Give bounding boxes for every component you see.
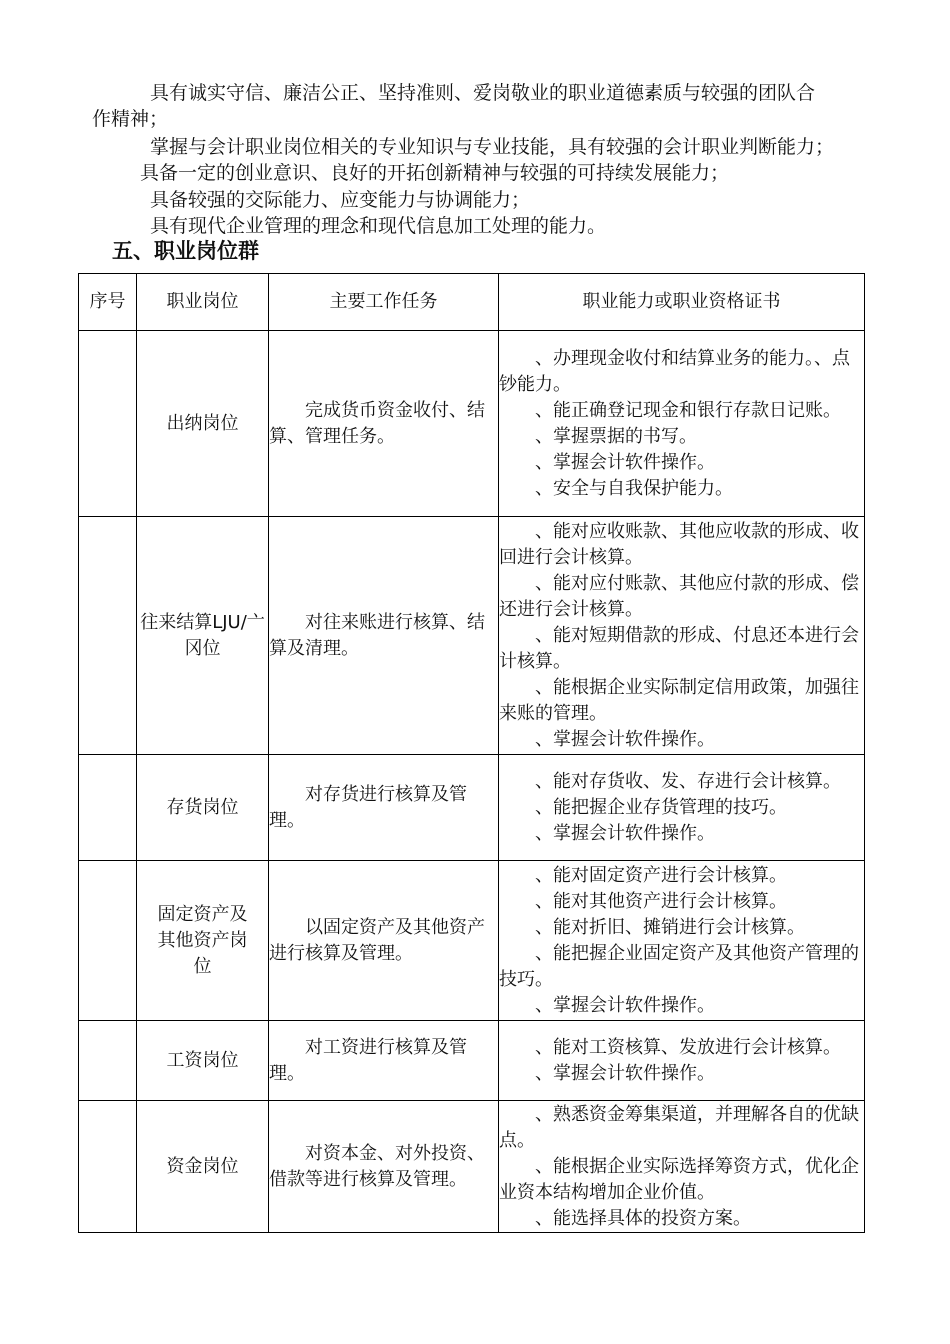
- intro-paragraph-1a: 具有诚实守信、廉洁公正、坚持准则、爱岗敬业的职业道德素质与较强的团队合: [150, 82, 816, 104]
- capability-cell: [499, 755, 865, 861]
- row-number-cell: [79, 1021, 137, 1101]
- capability-item: 、能正确登记现金和银行存款日记账。: [535, 399, 841, 421]
- capability-cell: [499, 517, 865, 755]
- table-row: [79, 1101, 865, 1233]
- capability-item: 、能选择具体的投资方案。: [535, 1207, 751, 1229]
- row-number-cell: [79, 331, 137, 517]
- row-number-cell: [79, 861, 137, 1021]
- table-row: [79, 517, 865, 755]
- capability-cell: [499, 1021, 865, 1101]
- capability-item: 、能对应收账款、其他应收款的形成、收回进行会计核算。: [499, 520, 859, 568]
- capability-item: 、能根据企业实际制定信用政策，加强往来账的管理。: [499, 676, 859, 724]
- row-number-cell: [79, 517, 137, 755]
- capability-item: 、安全与自我保护能力。: [535, 477, 733, 499]
- capability-cell: [499, 1101, 865, 1233]
- capability-item: 、掌握会计软件操作。: [535, 451, 715, 473]
- capability-item: 、能对工资核算、发放进行会计核算。: [535, 1036, 841, 1058]
- section-title: 五、职业岗位群: [112, 239, 259, 263]
- table-row: [79, 861, 865, 1021]
- position-cell: 存货岗位: [137, 755, 269, 861]
- capability-item: 、掌握会计软件操作。: [535, 994, 715, 1016]
- intro-paragraph-2: 掌握与会计职业岗位相关的专业知识与专业技能，具有较强的会计职业判断能力；: [150, 136, 835, 158]
- capability-item: 、掌握票据的书写。: [535, 425, 697, 447]
- position-cell: 工资岗位: [137, 1021, 269, 1101]
- position-cell: 出纳岗位: [137, 331, 269, 517]
- main-task-cell: 对存货进行核算及管理。: [269, 755, 499, 861]
- capability-item: 、能把握企业固定资产及其他资产管理的技巧。: [499, 942, 859, 990]
- capability-item: 、掌握会计软件操作。: [535, 728, 715, 750]
- capability-item: 、掌握会计软件操作。: [535, 822, 715, 844]
- capability-item: 、熟悉资金筹集渠道，并理解各自的优缺点。: [499, 1103, 859, 1151]
- position-cell: 固定资产及其他资产岗位: [137, 861, 269, 1021]
- main-task-cell: 对资本金、对外投资、借款等进行核算及管理。: [269, 1101, 499, 1233]
- table-row: [79, 755, 865, 861]
- capability-item: 、能根据企业实际选择筹资方式，优化企业资本结构增加企业价值。: [499, 1155, 859, 1203]
- intro-paragraph-1b: 作精神；: [92, 108, 169, 130]
- row-number-cell: [79, 1101, 137, 1233]
- main-task-cell: 对往来账进行核算、结算及清理。: [269, 517, 499, 755]
- capability-cell: [499, 861, 865, 1021]
- job-positions-table: [78, 273, 865, 1233]
- header-number: 序号: [79, 274, 137, 331]
- main-task-cell: 以固定资产及其他资产进行核算及管理。: [269, 861, 499, 1021]
- capability-item: 、能对其他资产进行会计核算。: [535, 890, 787, 912]
- main-task-cell: 对工资进行核算及管理。: [269, 1021, 499, 1101]
- intro-paragraph-5: 具有现代企业管理的理念和现代信息加工处理的能力。: [150, 215, 607, 237]
- intro-paragraph-3: 具备一定的创业意识、良好的开拓创新精神与较强的可持续发展能力；: [140, 162, 730, 184]
- table-header-row: [79, 274, 865, 331]
- table-row: [79, 331, 865, 517]
- capability-item: 、办理现金收付和结算业务的能力。、点钞能力。: [499, 347, 850, 395]
- capability-item: 、掌握会计软件操作。: [535, 1062, 715, 1084]
- capability-item: 、能对存货收、发、存进行会计核算。: [535, 770, 841, 792]
- header-capability: 职业能力或职业资格证书: [499, 274, 865, 331]
- position-cell: 往来结算LJU/亠冈位: [137, 517, 269, 755]
- capability-cell: [499, 331, 865, 517]
- table-row: [79, 1021, 865, 1101]
- capability-item: 、能对短期借款的形成、付息还本进行会计核算。: [499, 624, 859, 672]
- main-task-cell: 完成货币资金收付、结算、管理任务。: [269, 331, 499, 517]
- capability-item: 、能对应付账款、其他应付款的形成、偿还进行会计核算。: [499, 572, 859, 620]
- capability-item: 、能对折旧、摊销进行会计核算。: [535, 916, 805, 938]
- position-cell: 资金岗位: [137, 1101, 269, 1233]
- intro-paragraph-4: 具备较强的交际能力、应变能力与协调能力；: [150, 189, 531, 211]
- header-main-task: 主要工作任务: [269, 274, 499, 331]
- header-position: 职业岗位: [137, 274, 269, 331]
- row-number-cell: [79, 755, 137, 861]
- capability-item: 、能对固定资产进行会计核算。: [535, 864, 787, 886]
- capability-item: 、能把握企业存货管理的技巧。: [535, 796, 787, 818]
